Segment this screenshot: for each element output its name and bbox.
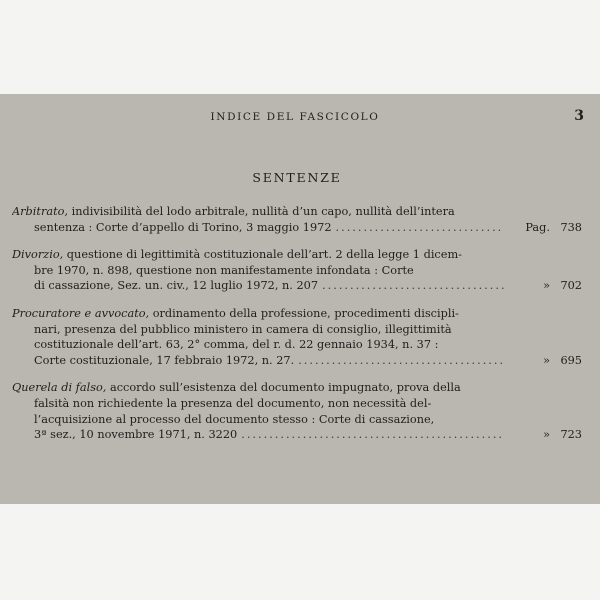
entry-text: questione di legittimità costituzionale dell’art. 2 della legge 1 dicem- xyxy=(63,248,462,262)
page-label: » xyxy=(543,353,550,367)
page-label: Pag. xyxy=(525,220,550,234)
header-title: INDICE DEL FASCICOLO xyxy=(210,111,380,123)
page-label: » xyxy=(543,279,550,293)
entry-line: l’acquisizione al processo del documento stesso : Corte di cassazione, xyxy=(34,412,435,426)
entry-page-ref xyxy=(508,278,582,294)
entry-text: sentenza : Corte d’appello di Torino, 3 maggio 1972 xyxy=(34,220,332,234)
entry-last-line xyxy=(12,278,582,294)
page-value: 702 xyxy=(560,279,582,293)
entry-first-line xyxy=(12,204,582,220)
entry-last-line xyxy=(12,220,582,236)
page-value: 723 xyxy=(560,428,582,442)
entry-first-line xyxy=(12,380,582,396)
index-entry-procuratore xyxy=(12,306,582,368)
entry-last-line xyxy=(12,353,582,369)
entry-topic: Arbitrato, xyxy=(12,205,69,218)
dot-leader xyxy=(336,220,504,236)
entry-line: nari, presenza del pubblico ministero in camera di consiglio, illegittimità xyxy=(34,322,452,336)
entry-text: accordo sull’esistenza del documento impugnato, prova della xyxy=(106,381,461,395)
entry-topic: Querela di falso, xyxy=(12,381,107,395)
page-value: 738 xyxy=(560,220,582,234)
page-header xyxy=(0,108,600,126)
entry-page-ref xyxy=(508,220,582,236)
index-entries xyxy=(12,204,582,455)
index-entry-arbitrato xyxy=(12,204,582,235)
entry-line: costituzionale dell’art. 63, 2° comma, del r. d. 22 gennaio 1934, n. 37 : xyxy=(34,338,439,352)
entry-topic: Divorzio, xyxy=(12,248,64,262)
entry-text: di cassazione, Sez. un. civ., 12 luglio 1972, n. 207 xyxy=(34,279,319,293)
entry-line: falsità non richiedente la presenza del documento, non necessità del- xyxy=(34,396,432,410)
index-page xyxy=(0,94,600,504)
entry-text: ordinamento della professione, procedimenti discipli- xyxy=(149,306,459,320)
page-label: » xyxy=(543,428,550,442)
entry-first-line xyxy=(12,247,582,263)
page-value: 695 xyxy=(560,353,582,367)
entry-last-line xyxy=(12,427,582,443)
entry-text: 3ª sez., 10 novembre 1971, n. 3220 xyxy=(34,428,238,442)
dot-leader xyxy=(241,427,504,443)
entry-line: bre 1970, n. 898, questione non manifestamente infondata : Corte xyxy=(34,263,414,277)
entry-text: indivisibilità del lodo arbitrale, nullità d’un capo, nullità dell’intera xyxy=(68,205,455,218)
dot-leader xyxy=(298,353,504,369)
page-number: 3 xyxy=(574,108,584,124)
index-entry-querela xyxy=(12,380,582,442)
section-title: SENTENZE xyxy=(252,170,342,185)
index-entry-divorzio xyxy=(12,247,582,294)
entry-page-ref xyxy=(508,427,582,443)
entry-page-ref xyxy=(508,353,582,369)
entry-topic: Procuratore e avvocato, xyxy=(12,306,150,320)
entry-first-line xyxy=(12,306,582,322)
entry-text: Corte costituzionale, 17 febbraio 1972, n. 27. xyxy=(34,353,295,367)
dot-leader xyxy=(322,278,504,294)
